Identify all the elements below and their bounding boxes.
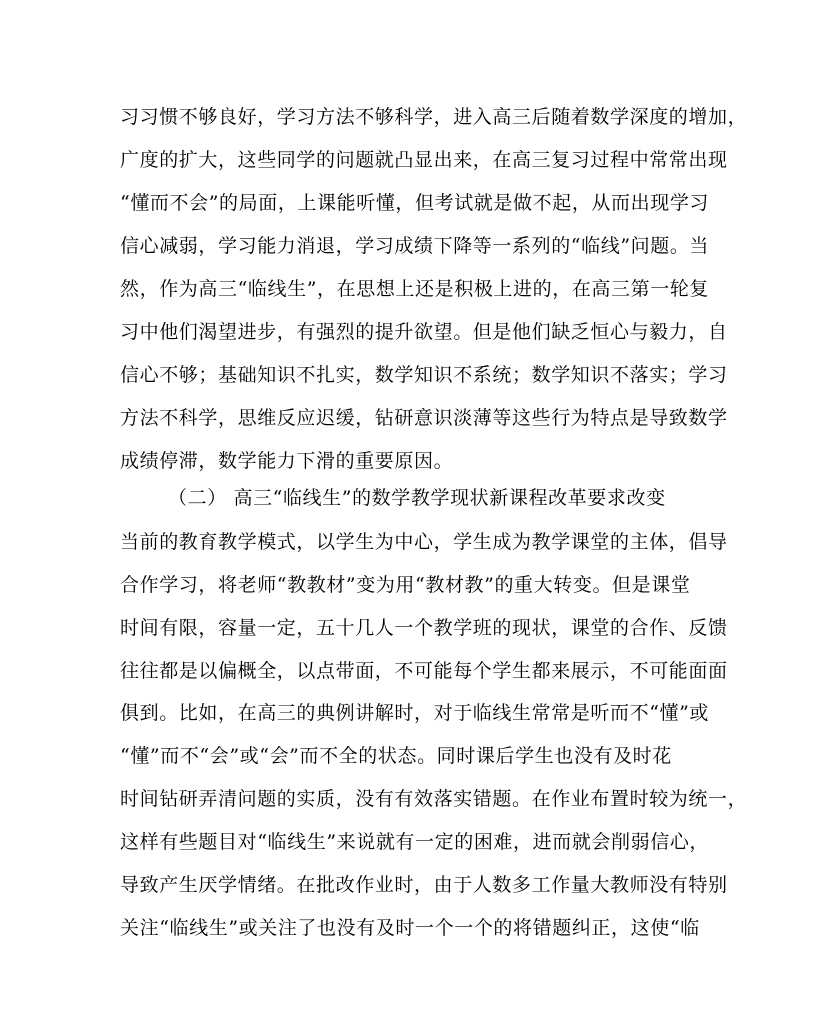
text-line: 信心减弱，学习能力消退，学习成绩下降等一系列的“临线”问题。当 [120, 235, 710, 257]
text-line: 合作学习，将老师“教教材”变为用“教材教”的重大转变。但是课堂 [120, 574, 691, 596]
text-line: 导致产生厌学情绪。在批改作业时，由于人数多工作量大教师没有特别 [120, 874, 728, 896]
text-line: 俱到。比如，在高三的典例讲解时，对于临线生常常是听而不“懂”或 [120, 702, 710, 724]
text-line: “懂”而不“会”或“会”而不全的状态。同时课后学生也没有及时花 [120, 745, 672, 767]
text-line: 关注“临线生”或关注了也没有及时一个一个的将错题纠正，这使“临 [120, 917, 700, 939]
text-line: 时间钻研弄清问题的实质，没有有效落实错题。在作业布置时较为统一， [120, 788, 748, 810]
section-heading-line: （二） 高三“临线生”的数学教学现状新课程改革要求改变 [168, 487, 666, 509]
text-line: 往往都是以偏概全，以点带面，不可能每个学生都来展示，不可能面面 [120, 660, 728, 682]
text-line: 这样有些题目对“临线生”来说就有一定的困难，进而就会削弱信心， [120, 831, 710, 853]
text-line: 信心不够；基础知识不扎实，数学知识不系统；数学知识不落实；学习 [120, 364, 728, 386]
text-line: 当前的教育教学模式，以学生为中心，学生成为教学课堂的主体，倡导 [120, 531, 728, 553]
text-line: 习习惯不够良好，学习方法不够科学，进入高三后随着数学深度的增加， [120, 106, 748, 128]
text-line: 时间有限，容量一定，五十几人一个教学班的现状，课堂的合作、反馈 [120, 617, 728, 639]
text-line: 广度的扩大，这些同学的问题就凸显出来，在高三复习过程中常常出现 [120, 149, 728, 171]
text-line: 然，作为高三“临线生”，在思想上还是积极上进的，在高三第一轮复 [120, 278, 710, 300]
text-line: 成绩停滞，数学能力下滑的重要原因。 [120, 450, 454, 472]
text-line: 方法不科学，思维反应迟缓，钻研意识淡薄等这些行为特点是导致数学 [120, 407, 728, 429]
text-line: “懂而不会”的局面，上课能听懂，但考试就是做不起，从而出现学习 [120, 192, 710, 214]
text-line: 习中他们渴望进步，有强烈的提升欲望。但是他们缺乏恒心与毅力，自 [120, 321, 728, 343]
